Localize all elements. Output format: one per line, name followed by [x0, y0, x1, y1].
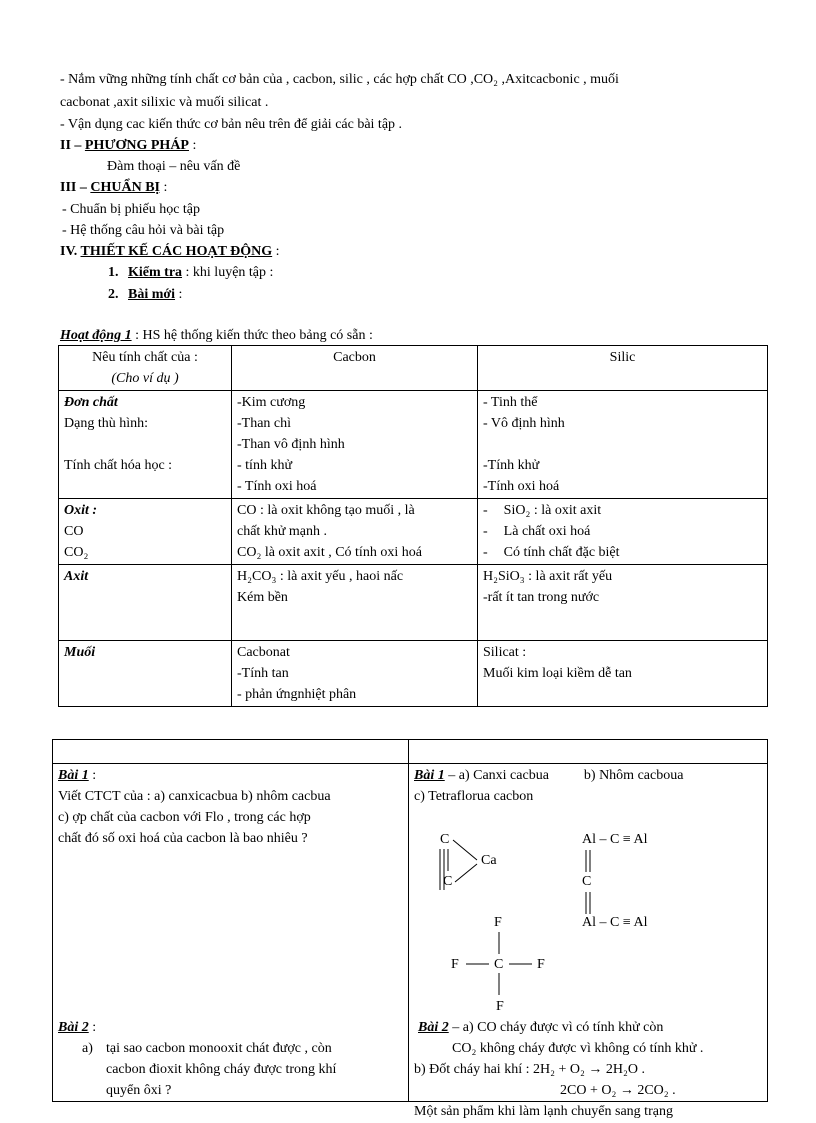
- section-3-item-1: - Chuẩn bị phiếu học tập: [62, 202, 201, 217]
- muoi-silic: [478, 641, 768, 707]
- section-4-colon: :: [272, 244, 280, 259]
- silic-property-2: -Tính oxi hoá: [483, 479, 560, 494]
- question-2-block: [58, 1017, 336, 1101]
- oxit-silic-dash-2: -: [483, 524, 488, 539]
- cac2-carbon-top: C: [440, 832, 450, 847]
- section-2-heading: [60, 137, 196, 154]
- al-bottom-chain: Al – C ≡ Al: [582, 915, 648, 930]
- exercise-table: [52, 739, 768, 1119]
- answer-1-label: Bài 1: [414, 768, 445, 783]
- axit-silic: [478, 565, 768, 641]
- al-top-chain: Al – C ≡ Al: [582, 832, 648, 847]
- silic-allotrope-1: - Tinh thể: [483, 395, 538, 410]
- muoi-cacbon-line-2: -Tính tan: [237, 666, 289, 681]
- question-2-line-1: tại sao cacbon monooxit chát được , còn: [106, 1041, 332, 1056]
- row-muoi-label: [59, 641, 232, 707]
- cf4-fluorine-top: F: [494, 915, 502, 930]
- answer-1-line-2: c) Tetraflorua cacbon: [414, 789, 534, 804]
- question-2-item-marker: a): [82, 1041, 93, 1056]
- oxit-cacbon: [232, 499, 478, 565]
- question-1-line-3: chất đó số oxi hoá của cacbon là bao nhiêu ?: [58, 831, 308, 846]
- muoi-cacbon-line-1: Cacbonat: [237, 645, 290, 660]
- section-2-number: II –: [60, 138, 85, 153]
- step-2-text: :: [175, 287, 183, 302]
- axit-silic-line-1: H₂SiO₃ : là axit rất yếu: [483, 569, 613, 584]
- cacbon-allotrope-3: -Than vô định hình: [237, 437, 345, 452]
- step-1-title: Kiểm tra: [128, 265, 183, 280]
- header-cacbon: Cacbon: [232, 346, 478, 391]
- row-don-chat: [59, 391, 768, 499]
- oxit-co: CO: [64, 524, 84, 539]
- step-2-title: Bài mới: [128, 287, 176, 302]
- section-3-heading: [60, 179, 167, 196]
- answer-2-block: [414, 1017, 704, 1122]
- oxit-cacbon-line-3: CO₂ là oxit axit , Có tính oxi hoá: [237, 545, 422, 560]
- oxit-silic: [478, 499, 768, 565]
- muoi-silic-line-2: Muối kim loại kiềm dễ tan: [483, 666, 632, 681]
- question-1-line-2: c) ợp chất của cacbon với Flo , trong các hợp: [58, 810, 311, 825]
- row-axit-label: [59, 565, 232, 641]
- cf4-carbon-center: C: [494, 957, 504, 972]
- structures-area: [409, 764, 768, 1024]
- section-2-colon: :: [188, 138, 197, 153]
- blank-cell-left: [53, 740, 409, 764]
- answer-2-text: – a) CO cháy được vì có tính khử còn: [448, 1020, 664, 1035]
- question-2-line-2: cacbon đioxit không cháy được trong khí: [106, 1062, 337, 1077]
- muoi-cacbon: [232, 641, 478, 707]
- intro-line-1: - Nắm vững những tính chất cơ bản của , cacbon, silic , các hợp chất CO ,CO₂ ,Axitcacbonic , muối: [60, 72, 619, 87]
- step-2-number: 2.: [108, 287, 119, 302]
- don-chat-title: Đơn chất: [64, 395, 118, 410]
- row-don-chat-label: [59, 391, 232, 499]
- oxit-title: Oxit :: [64, 503, 98, 518]
- exercise-table-blank-row: [53, 740, 768, 764]
- header-silic: Silic: [478, 346, 768, 391]
- axit-cacbon-line-1: H₂CO₃ : là axit yếu , haoi nấc: [237, 569, 404, 584]
- oxit-silic-line-1: SiO₂ : là oxit axit: [503, 503, 602, 518]
- section-4-title: THIẾT KẾ CÁC HOẠT ĐỘNG: [80, 244, 273, 259]
- exercise-table-content-row: [53, 764, 768, 1102]
- cf4-fluorine-bottom: F: [496, 999, 504, 1014]
- header-example-label: (Cho ví dụ ): [111, 371, 179, 386]
- don-chat-silic: [478, 391, 768, 499]
- cacbon-property-2: - Tính oxi hoá: [237, 479, 317, 494]
- answer-2-line-5: Một sản phẩm khi làm lạnh chuyển sang trạng: [414, 1104, 673, 1119]
- blank-cell-right: [409, 740, 768, 764]
- axit-cacbon: [232, 565, 478, 641]
- row-muoi: [59, 641, 768, 707]
- question-1-colon: :: [88, 768, 97, 783]
- cac2-carbon-bottom: C: [443, 874, 453, 889]
- answer-2-line-3: b) Đốt cháy hai khí : 2H₂ + O₂ → 2H₂O .: [414, 1062, 645, 1077]
- section-3-number: III –: [60, 180, 91, 195]
- cac2-bond-ca-bottom: [455, 864, 477, 882]
- al-middle-carbon: C: [582, 874, 592, 889]
- silic-property-1: -Tính khử: [483, 458, 540, 473]
- cac2-bond-ca-top: [453, 840, 477, 860]
- section-2-body: Đàm thoại – nêu vấn đề: [107, 159, 241, 174]
- summary-table-header-row: [59, 346, 768, 391]
- section-4-heading: [60, 243, 280, 260]
- answer-2-label: Bài 2: [418, 1020, 449, 1035]
- row-axit: [59, 565, 768, 641]
- bond-lines: [409, 764, 768, 1024]
- activity-text: : HS hệ thống kiến thức theo bảng có sẵn :: [131, 328, 373, 343]
- cacbon-allotrope-1: -Kim cương: [237, 395, 306, 410]
- intro-line-3: - Vận dụng cac kiến thức cơ bản nêu trên để giải các bài tập .: [60, 117, 403, 132]
- step-1: [108, 264, 273, 281]
- answer-1-text: – a) Canxi cacbua b) Nhôm cacboua: [444, 768, 684, 783]
- cf4-fluorine-right: F: [537, 957, 545, 972]
- answer-2-line-4: 2CO + O₂ → 2CO₂ .: [560, 1083, 676, 1098]
- row-oxit-label: [59, 499, 232, 565]
- oxit-cacbon-line-2: chất khử mạnh .: [237, 524, 328, 539]
- header-properties: [59, 346, 232, 391]
- axit-title: Axit: [64, 569, 89, 584]
- step-1-number: 1.: [108, 265, 119, 280]
- questions-cell: [53, 764, 409, 1102]
- header-properties-label: Nêu tính chất của :: [92, 350, 198, 365]
- answers-cell: [409, 764, 768, 1119]
- cacbon-property-1: - tính khử: [237, 458, 293, 473]
- summary-table: [58, 345, 768, 707]
- don-chat-cacbon: [232, 391, 478, 499]
- axit-cacbon-line-2: Kém bền: [237, 590, 288, 605]
- cac2-calcium: Ca: [481, 853, 497, 868]
- cf4-fluorine-left: F: [451, 957, 459, 972]
- oxit-silic-line-2: Là chất oxi hoá: [503, 524, 591, 539]
- oxit-co2: CO₂: [64, 545, 89, 560]
- section-2-title: PHƯƠNG PHÁP: [84, 138, 189, 153]
- tinh-chat-hoa-hoc-label: Tính chất hóa học :: [64, 458, 173, 473]
- oxit-silic-dash-3: -: [483, 545, 488, 560]
- question-2-label: Bài 2: [58, 1020, 89, 1035]
- row-oxit: [59, 499, 768, 565]
- silic-allotrope-2: - Vô định hình: [483, 416, 565, 431]
- answer-2-line-2: CO₂ không cháy được vì không có tính khử .: [452, 1041, 704, 1056]
- question-1-label: Bài 1: [58, 768, 89, 783]
- muoi-title: Muối: [64, 645, 96, 660]
- question-1-line-1: Viết CTCT của : a) canxicacbua b) nhôm cacbua: [58, 789, 331, 804]
- oxit-silic-line-3: Có tính chất đặc biệt: [503, 545, 620, 560]
- cacbon-allotrope-2: -Than chì: [237, 416, 292, 431]
- question-2-colon: :: [88, 1020, 97, 1035]
- activity-label: Hoạt động 1: [60, 328, 132, 343]
- dang-thu-hinh-label: Dạng thù hình:: [64, 416, 148, 431]
- activity-heading: [60, 327, 373, 344]
- intro-line-2: cacbonat ,axit silixic và muối silicat .: [60, 95, 269, 110]
- muoi-silic-line-1: Silicat :: [483, 645, 527, 660]
- section-3-item-2: - Hệ thống câu hỏi và bài tập: [62, 223, 225, 238]
- section-3-colon: :: [159, 180, 168, 195]
- section-3-title: CHUẨN BỊ: [90, 180, 160, 195]
- oxit-silic-dash-1: -: [483, 503, 488, 518]
- oxit-cacbon-line-1: CO : là oxit không tạo muối , là: [237, 503, 415, 518]
- question-2-line-3: quyển ôxi ?: [106, 1083, 172, 1098]
- step-2: [108, 286, 182, 303]
- muoi-cacbon-line-3: - phản ứngnhiệt phân: [237, 687, 357, 702]
- axit-silic-line-2: -rất ít tan trong nước: [483, 590, 600, 605]
- section-4-number: IV.: [60, 244, 81, 259]
- step-1-text: : khi luyện tập :: [182, 265, 274, 280]
